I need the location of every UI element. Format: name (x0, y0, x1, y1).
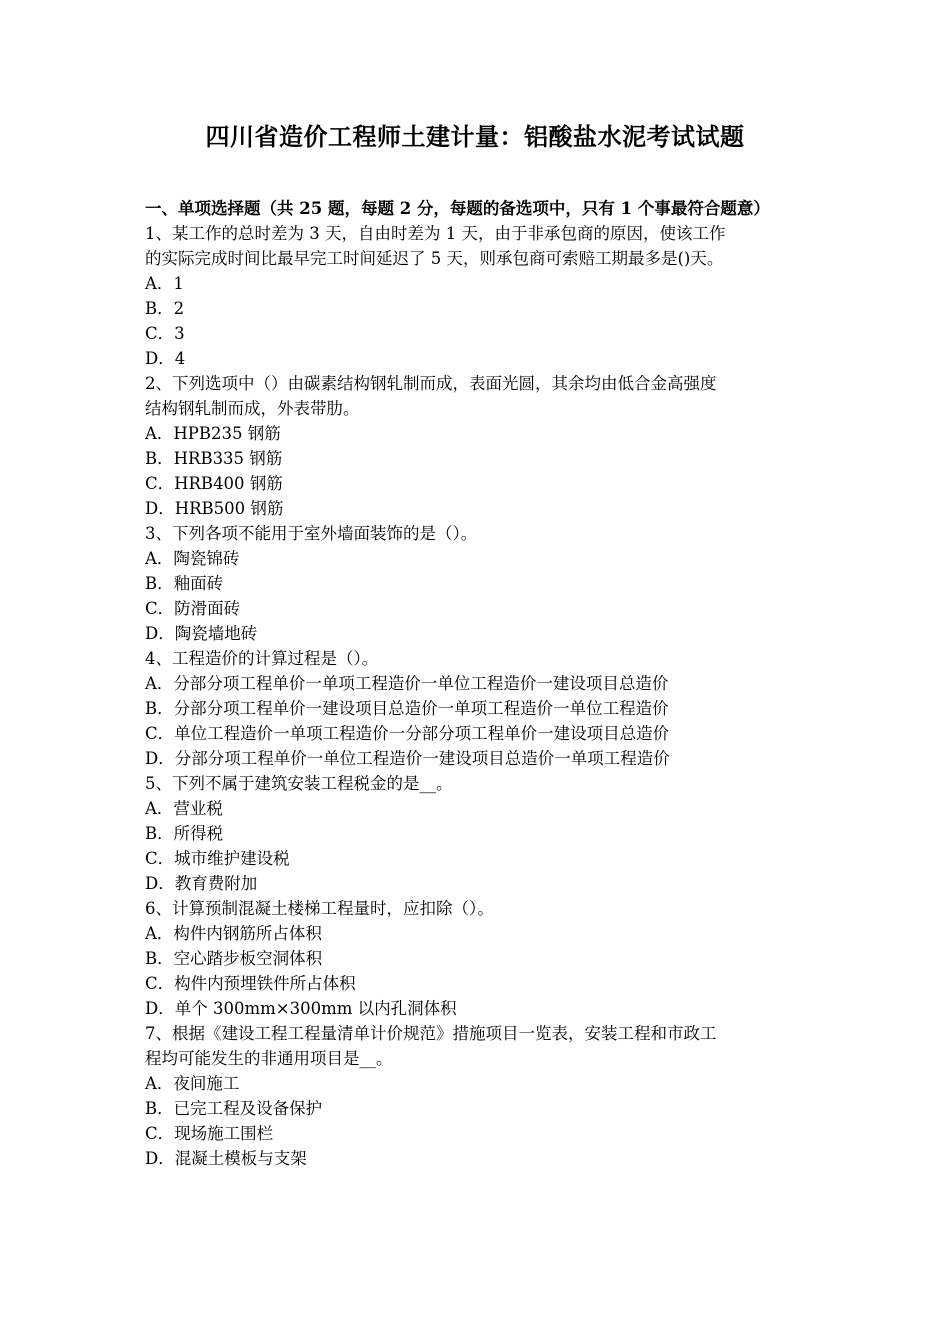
question-stem-line: 结构钢轧制而成，外表带肋。 (145, 399, 360, 418)
question-2 (145, 371, 810, 521)
option-d: D．混凝土模板与支架 (145, 1149, 307, 1168)
question-stem-line: 2、下列选项中（）由碳素结构钢轧制而成，表面光圆，其余均由低合金高强度 (145, 374, 717, 393)
option-b: B．釉面砖 (145, 574, 224, 593)
option-c: C．HRB400 钢筋 (145, 474, 283, 493)
option-c: C．构件内预埋铁件所占体积 (145, 974, 356, 993)
option-d: D．4 (145, 349, 186, 368)
option-b: B．所得税 (145, 824, 224, 843)
option-a: A．夜间施工 (145, 1074, 240, 1093)
option-a: A．1 (145, 274, 184, 293)
option-b: B．分部分项工程单价一建设项目总造价一单项工程造价一单位工程造价 (145, 699, 669, 718)
question-stem-line: 5、下列不属于建筑安装工程税金的是__。 (145, 774, 453, 793)
option-b: B．HRB335 钢筋 (145, 449, 283, 468)
option-b: B．已完工程及设备保护 (145, 1099, 323, 1118)
option-d: D．HRB500 钢筋 (145, 499, 284, 518)
option-a: A．营业税 (145, 799, 223, 818)
question-stem-line: 程均可能发生的非通用项目是__。 (145, 1049, 393, 1068)
question-3 (145, 521, 810, 646)
question-stem-line: 3、下列各项不能用于室外墙面装饰的是（）。 (145, 524, 478, 543)
section-heading: 一、单项选择题（共 25 题，每题 2 分，每题的备选项中，只有 1 个事最符合题意） (145, 199, 770, 218)
option-b: B．2 (145, 299, 185, 318)
option-b: B．空心踏步板空洞体积 (145, 949, 323, 968)
option-c: C．现场施工围栏 (145, 1124, 274, 1143)
question-stem-line: 6、计算预制混凝土楼梯工程量时，应扣除（）。 (145, 899, 494, 918)
question-6 (145, 896, 810, 1021)
option-d: D．单个 300mm×300mm 以内孔洞体积 (145, 999, 457, 1018)
option-a: A．分部分项工程单价一单项工程造价一单位工程造价一建设项目总造价 (145, 674, 669, 693)
document-body (145, 196, 810, 1171)
option-a: A．陶瓷锦砖 (145, 549, 240, 568)
question-stem-line: 的实际完成时间比最早完工时间延迟了 5 天，则承包商可索赔工期最多是()天。 (145, 249, 724, 268)
question-5 (145, 771, 810, 896)
question-stem-line: 1、某工作的总时差为 3 天，自由时差为 1 天，由于非承包商的原因，使该工作 (145, 224, 726, 243)
option-c: C．城市维护建设税 (145, 849, 290, 868)
option-d: D．陶瓷墙地砖 (145, 624, 258, 643)
question-7 (145, 1021, 810, 1171)
question-4 (145, 646, 810, 771)
question-stem-line: 4、工程造价的计算过程是（）。 (145, 649, 379, 668)
option-d: D．分部分项工程单价一单位工程造价一建设项目总造价一单项工程造价 (145, 749, 670, 768)
option-c: C．单位工程造价一单项工程造价一分部分项工程单价一建设项目总造价 (145, 724, 670, 743)
option-c: C．3 (145, 324, 185, 343)
option-d: D．教育费附加 (145, 874, 258, 893)
document-title: 四川省造价工程师土建计量：铝酸盐水泥考试试题 (205, 122, 745, 151)
option-a: A．HPB235 钢筋 (145, 424, 281, 443)
option-a: A．构件内钢筋所占体积 (145, 924, 322, 943)
option-c: C．防滑面砖 (145, 599, 241, 618)
question-stem-line: 7、根据《建设工程工程量清单计价规范》措施项目一览表，安装工程和市政工 (145, 1024, 717, 1043)
question-1 (145, 221, 810, 371)
